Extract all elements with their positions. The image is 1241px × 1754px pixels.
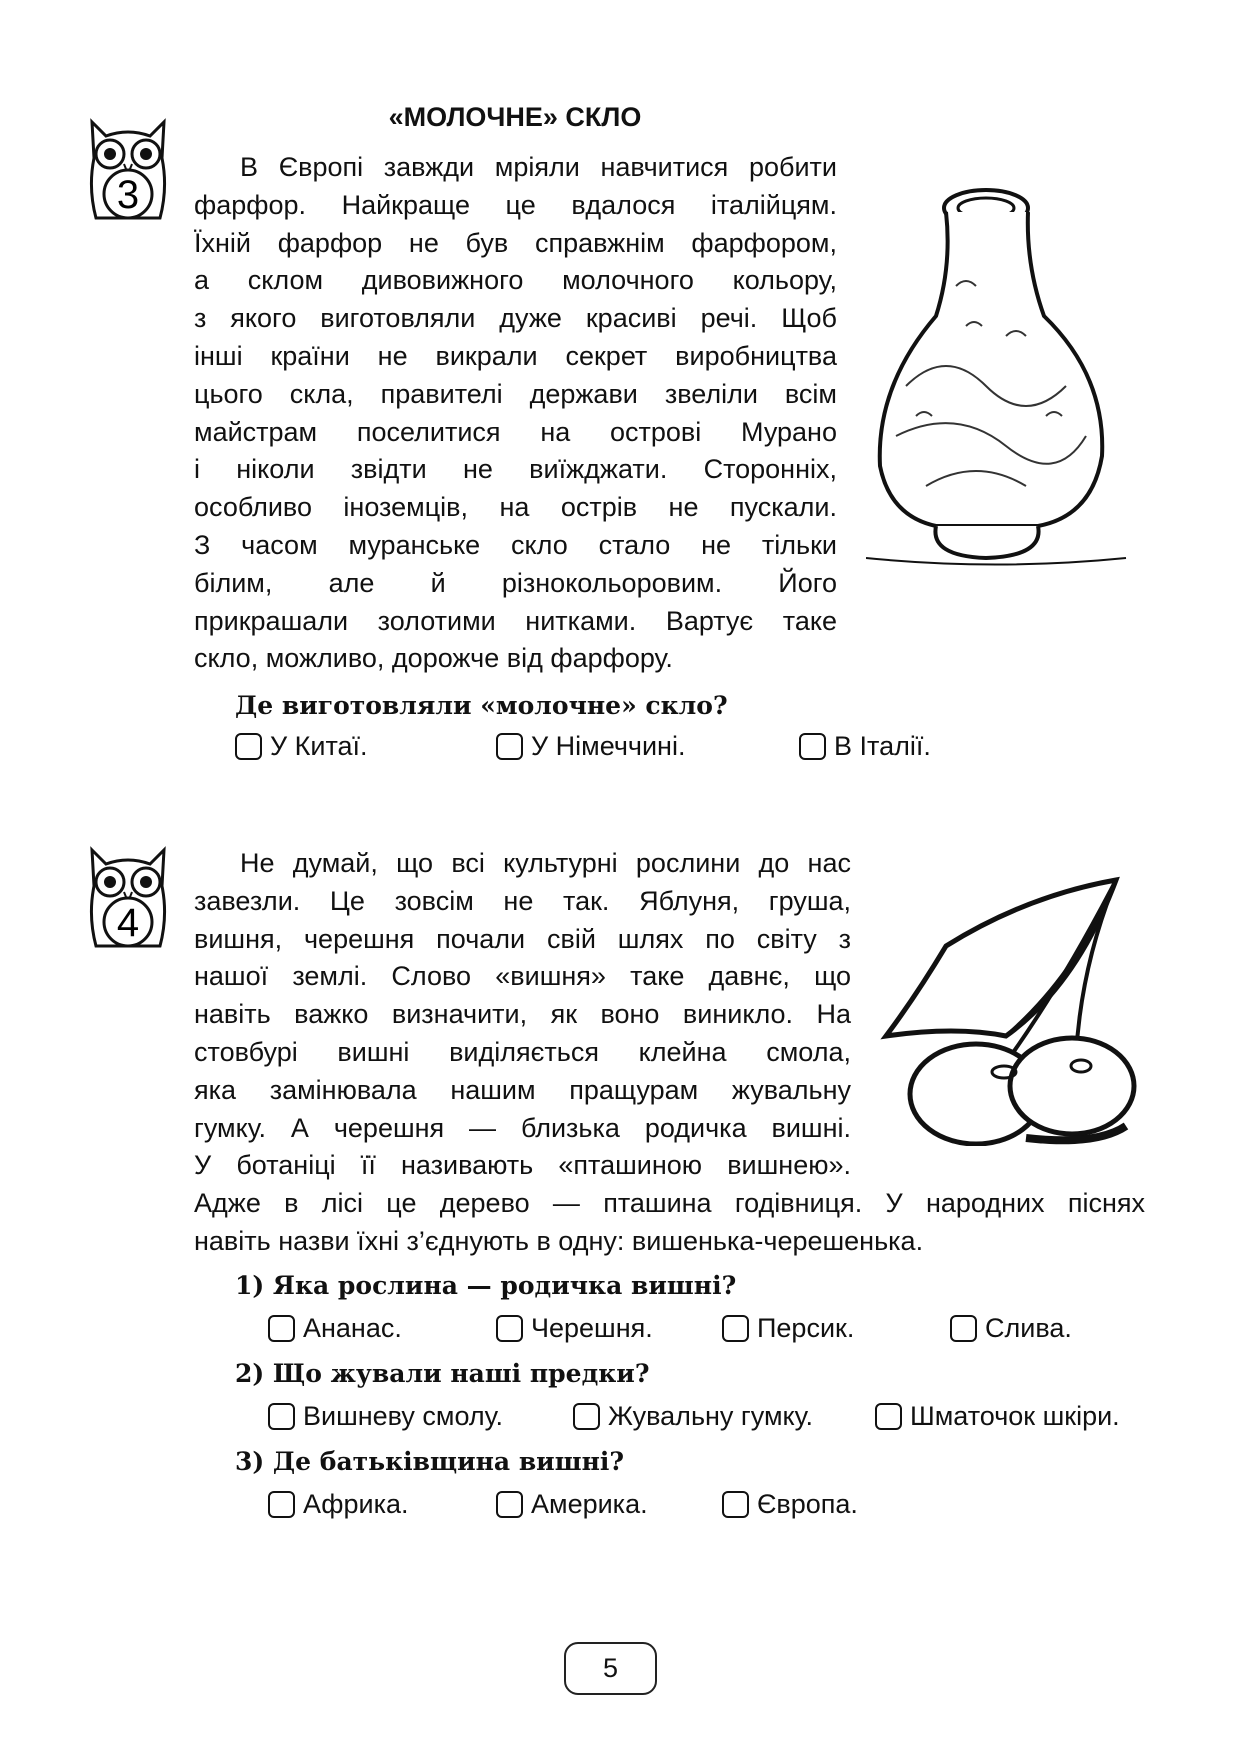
- text-line: яка замінювала нашим пращурам жувальну: [194, 1074, 851, 1105]
- text-line: вишня, черешня почали свій шлях по світу з: [194, 923, 851, 954]
- text-line: майстрам поселитися на острові Мурано: [194, 416, 837, 447]
- question-1-option-2[interactable]: [496, 1312, 653, 1344]
- question-3: 3) Де батьківщина вишні?: [235, 1447, 625, 1476]
- text-line: білим, але й різнокольоровим. Його: [194, 567, 837, 598]
- checkbox[interactable]: [722, 1315, 749, 1342]
- text-line: стовбурі вишні виділяється клейна смола,: [194, 1037, 851, 1067]
- text-line: прикрашали золотими нитками. Вартує таке: [194, 605, 837, 636]
- text-line: З часом муранське скло стало не тільки: [194, 530, 837, 560]
- text-line: В Європі завжди мріяли навчитися робити: [240, 152, 837, 182]
- question-1-option-4[interactable]: [950, 1312, 1072, 1344]
- task3-title: «МОЛОЧНЕ» СКЛО: [388, 102, 642, 132]
- text-line: Їхній фарфор не був справжнім фарфором,: [194, 227, 837, 258]
- text-line: навіть важко визначити, як воно виникло. На: [194, 999, 851, 1030]
- checkbox[interactable]: [268, 1403, 295, 1430]
- checkbox[interactable]: [496, 1315, 523, 1342]
- question-2-option-1[interactable]: [268, 1400, 503, 1432]
- question-3-option-1[interactable]: [268, 1488, 409, 1520]
- text-line: інші країни не викрали секрет виробництва: [194, 341, 837, 371]
- owl-number-icon: [86, 846, 170, 950]
- text-line: гумку. А черешня — близька родичка вишні.: [194, 1112, 851, 1143]
- text-line: з якого виготовляли дуже красиві речі. Щоб: [194, 303, 837, 334]
- option-label: Шматочок шкіри.: [910, 1401, 1120, 1431]
- task3-option-2[interactable]: У Німеччині.: [496, 730, 685, 762]
- option-label: Слива.: [985, 1313, 1072, 1343]
- checkbox[interactable]: [722, 1491, 749, 1518]
- checkbox[interactable]: [950, 1315, 977, 1342]
- question-2: 2) Що жували наші предки?: [235, 1359, 650, 1388]
- checkbox[interactable]: [496, 733, 523, 760]
- text-line: навіть назви їхні з’єднують в одну: вишенька-черешенька.: [194, 1226, 924, 1256]
- question-1: 1) Яка рослина — родичка вишні?: [235, 1271, 737, 1300]
- text-line: і ніколи звідти не виїжджати. Сторонніх,: [194, 454, 837, 485]
- checkbox[interactable]: [573, 1403, 600, 1430]
- text-line: фарфор. Найкраще це вдалося італійцям.: [194, 189, 837, 220]
- option-label: Черешня.: [531, 1313, 653, 1343]
- owl-number-icon: [86, 118, 170, 222]
- task3-question: Де виготовляли «молочне» скло?: [235, 691, 728, 720]
- checkbox[interactable]: [496, 1491, 523, 1518]
- option-label: Вишневу смолу.: [303, 1401, 503, 1431]
- option-label: Європа.: [757, 1489, 858, 1519]
- text-line: нашої землі. Слово «вишня» таке давнє, що: [194, 961, 851, 992]
- question-3-option-2[interactable]: [496, 1488, 648, 1520]
- task3-number: 3: [116, 173, 140, 217]
- text-line: скло, можливо, дорожче від фарфору.: [194, 643, 673, 674]
- checkbox[interactable]: [235, 733, 262, 760]
- text-line: У ботаніці її називають «пташиною вишнею».: [194, 1150, 851, 1181]
- vase-illustration: [866, 186, 1130, 566]
- task4-number: 4: [116, 901, 140, 945]
- task3-option-1[interactable]: У Китаї.: [235, 730, 368, 762]
- question-3-option-3[interactable]: [722, 1488, 858, 1520]
- page-number: 5: [564, 1642, 657, 1695]
- option-label: Персик.: [757, 1313, 855, 1343]
- checkbox[interactable]: [268, 1315, 295, 1342]
- text-line: Адже в лісі це дерево — пташина годівниця. У народних піснях: [194, 1188, 1145, 1219]
- text-line: завезли. Це зовсім не так. Яблуня, груша,: [194, 885, 851, 916]
- question-2-option-2[interactable]: [573, 1400, 813, 1432]
- option-label: Африка.: [303, 1489, 409, 1519]
- option-label: Ананас.: [303, 1313, 402, 1343]
- text-line: цього скла, правителі держави звеліли всім: [194, 378, 837, 409]
- checkbox[interactable]: [875, 1403, 902, 1430]
- text-line: Не думай, що всі культурні рослини до нас: [240, 848, 851, 878]
- task3-option-3[interactable]: В Італії.: [799, 730, 931, 762]
- text-line: особливо іноземців, на острів не пускали.: [194, 492, 837, 523]
- question-1-option-1[interactable]: [268, 1312, 402, 1344]
- question-1-option-3[interactable]: [722, 1312, 854, 1344]
- option-label: Жувальну гумку.: [608, 1401, 813, 1431]
- option-label: Америка.: [531, 1489, 648, 1519]
- text-line: а склом дивовижного молочного кольору,: [194, 265, 837, 296]
- checkbox[interactable]: [799, 733, 826, 760]
- checkbox[interactable]: [268, 1491, 295, 1518]
- question-2-option-3[interactable]: [875, 1400, 1120, 1432]
- cherry-illustration: [876, 876, 1146, 1146]
